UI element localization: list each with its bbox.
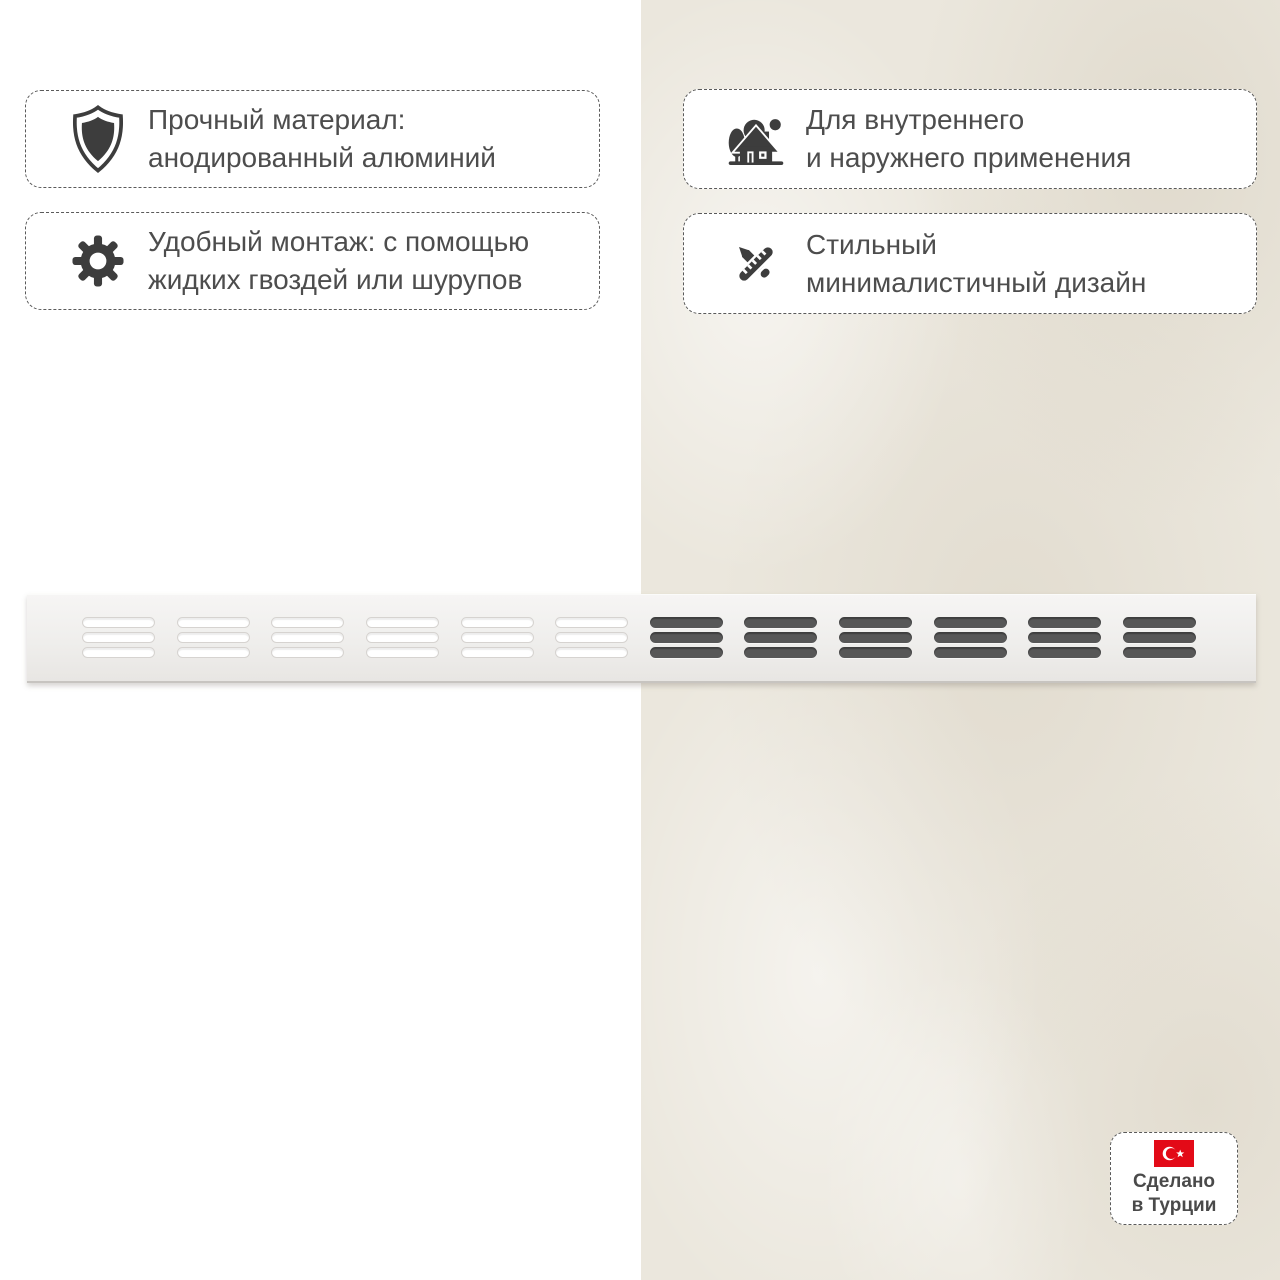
vent-slot xyxy=(461,647,534,658)
vent-slot-group xyxy=(177,617,250,662)
feature-line: жидких гвоздей или шурупов xyxy=(148,264,523,295)
vent-slot xyxy=(934,647,1007,658)
feature-line: и наружнего применения xyxy=(806,142,1132,173)
vent-slot-group xyxy=(366,617,439,662)
made-in-text xyxy=(1132,1170,1217,1218)
vent-slot xyxy=(934,632,1007,643)
vent-slot xyxy=(555,617,628,628)
vent-slot xyxy=(177,647,250,658)
vent-slot xyxy=(555,632,628,643)
vent-slot xyxy=(82,632,155,643)
feature-line: Стильный xyxy=(806,228,937,260)
vent-slot xyxy=(366,647,439,658)
vent-slot xyxy=(650,617,723,628)
vent-slot xyxy=(82,617,155,628)
feature-line: анодированный алюминий xyxy=(148,142,496,173)
vent-slot xyxy=(555,647,628,658)
made-in-line: в Турции xyxy=(1131,1194,1217,1216)
feature-line: минималистичный дизайн xyxy=(806,266,1147,298)
vent-slot xyxy=(82,647,155,658)
vent-slot xyxy=(839,632,912,643)
house-tree-icon xyxy=(724,102,788,176)
vent-slot xyxy=(650,632,723,643)
feature-box-design xyxy=(683,213,1257,314)
vent-slot xyxy=(271,617,344,628)
vent-slot xyxy=(177,617,250,628)
gear-icon xyxy=(66,224,130,298)
vent-slot xyxy=(1028,617,1101,628)
feature-box-material xyxy=(25,90,600,188)
feature-line: Для внутреннего xyxy=(806,104,1025,135)
vent-slot xyxy=(839,647,912,658)
vent-slot xyxy=(650,647,723,658)
vent-slot xyxy=(366,617,439,628)
vent-slot xyxy=(744,617,817,628)
vent-slot xyxy=(461,632,534,643)
vent-slot-group xyxy=(461,617,534,662)
feature-box-mounting xyxy=(25,212,600,310)
vent-slot-group xyxy=(1123,617,1196,662)
feature-text-mounting xyxy=(148,223,529,299)
vent-slot xyxy=(934,617,1007,628)
vent-slot xyxy=(1028,647,1101,658)
feature-text-design xyxy=(806,226,1146,302)
vent-slot xyxy=(1123,632,1196,643)
vent-slot xyxy=(366,632,439,643)
vent-slot-group xyxy=(744,617,817,662)
vent-slot-group xyxy=(650,617,723,662)
vent-slot-group xyxy=(82,617,155,662)
feature-line: Удобный монтаж: с помощью xyxy=(148,226,530,257)
vent-slot xyxy=(1123,647,1196,658)
vent-slot xyxy=(1123,617,1196,628)
vent-slot xyxy=(744,647,817,658)
vent-slot-group xyxy=(555,617,628,662)
vent-slot-group xyxy=(1028,617,1101,662)
feature-line: Прочный материал: xyxy=(148,104,406,135)
vent-slot xyxy=(177,632,250,643)
vent-slot xyxy=(744,632,817,643)
feature-text-material xyxy=(148,101,496,177)
feature-text-usage xyxy=(806,101,1131,177)
made-in-line: Сделано xyxy=(1132,1170,1216,1192)
vent-grille-product xyxy=(27,594,1256,683)
vent-slot xyxy=(271,647,344,658)
vent-slot-group xyxy=(839,617,912,662)
vent-slot xyxy=(271,632,344,643)
feature-box-usage xyxy=(683,89,1257,189)
vent-slot-group xyxy=(271,617,344,662)
pencil-ruler-icon xyxy=(724,227,788,301)
made-in-turkey-badge xyxy=(1110,1132,1238,1225)
vent-slot xyxy=(1028,632,1101,643)
shield-icon xyxy=(66,102,130,176)
vent-slot xyxy=(839,617,912,628)
vent-slot xyxy=(461,617,534,628)
vent-slot-group xyxy=(934,617,1007,662)
turkey-flag-icon xyxy=(1154,1140,1194,1167)
